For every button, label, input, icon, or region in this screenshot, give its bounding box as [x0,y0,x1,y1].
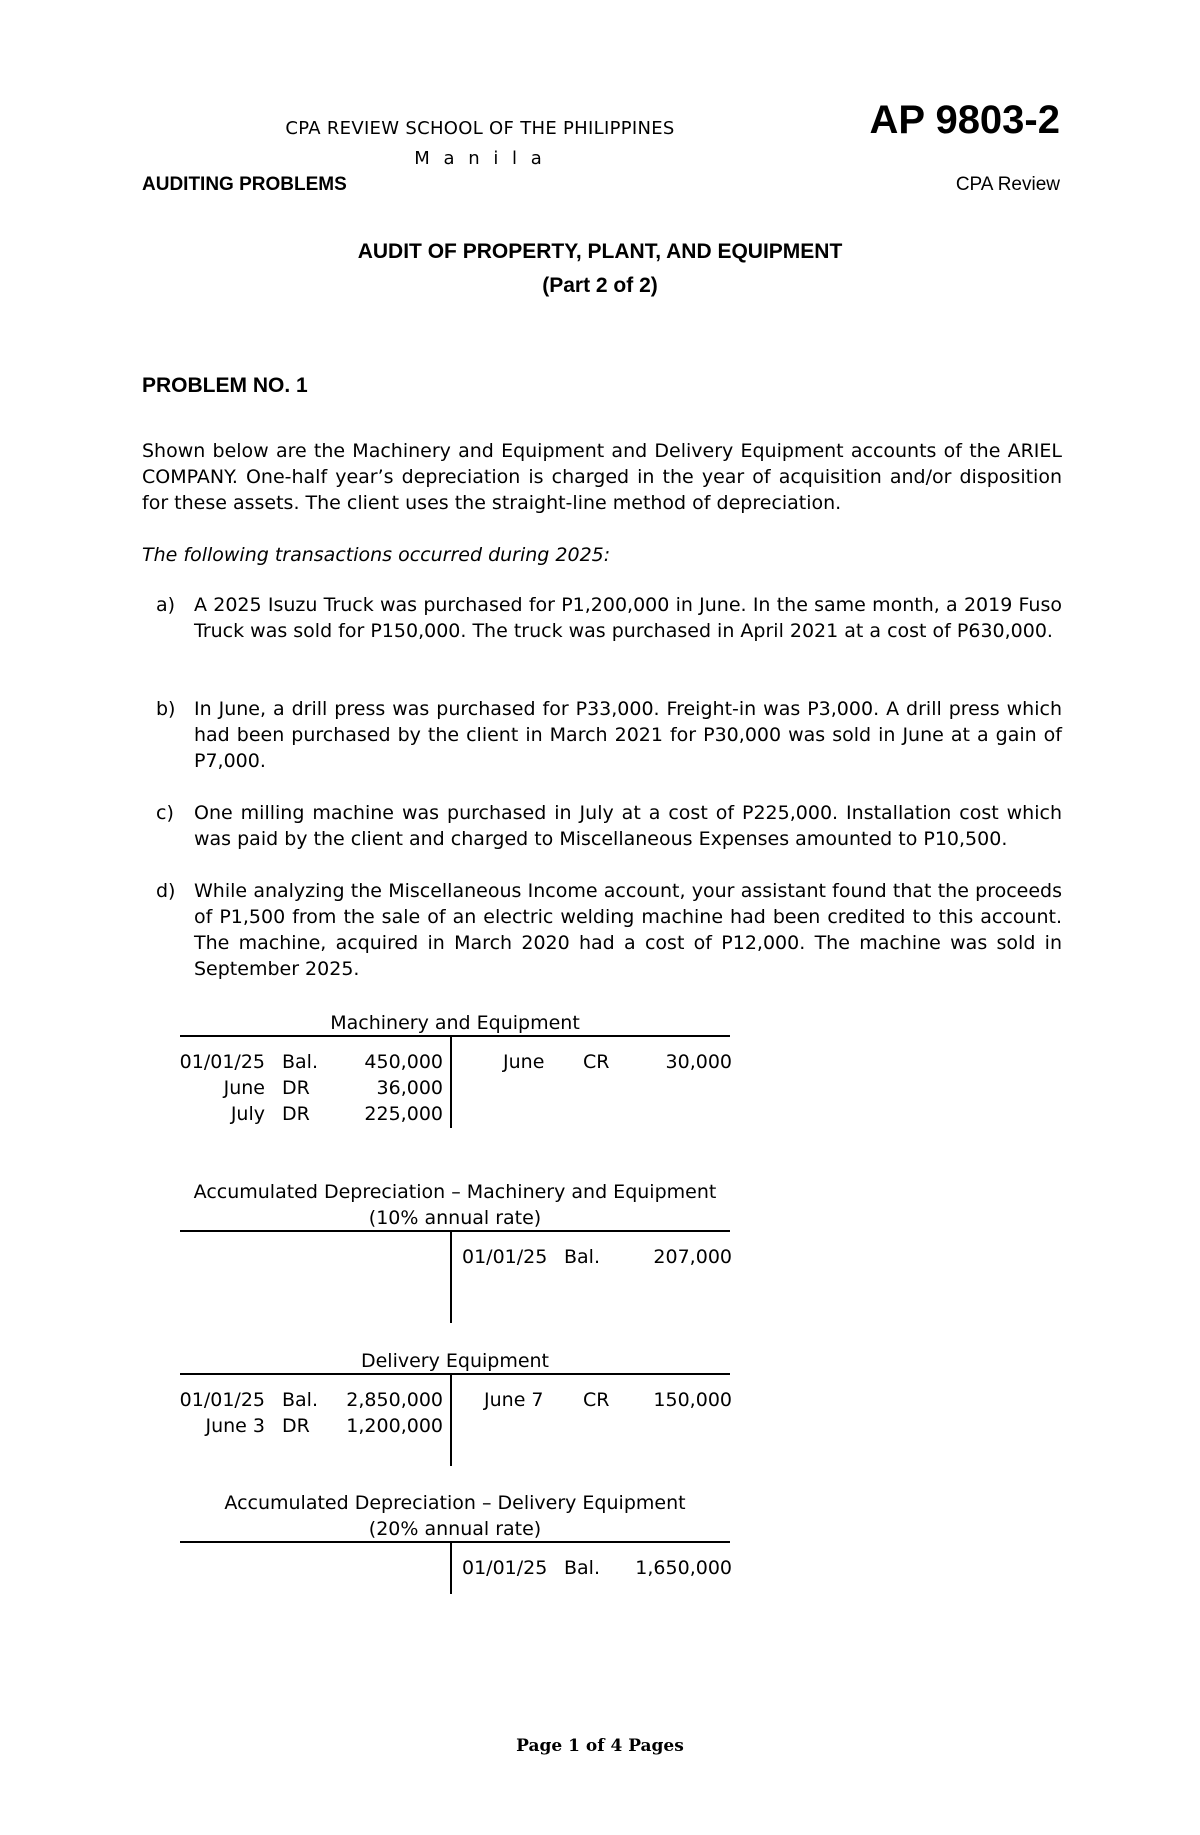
item-label: b) [156,698,176,720]
t-account-subtitle: (10% annual rate) [368,1207,542,1229]
t-account-divider [450,1542,452,1594]
t-account-subtitle: (20% annual rate) [368,1518,542,1540]
debit-date: June 3 [205,1415,265,1437]
t-account-divider [450,1036,452,1128]
debit-date: 01/01/25 [179,1051,265,1073]
problem-heading: PROBLEM NO. 1 [142,374,308,397]
t-account-top-line [180,1230,730,1232]
t-account-top-line [180,1035,730,1037]
transactions-heading: The following transactions occurred during 2025: [142,544,611,566]
school-city: M a n i l a [414,148,546,169]
debit-amount: 1,200,000 [346,1415,443,1437]
t-account-title: Delivery Equipment [360,1350,550,1372]
t-account-divider [450,1374,452,1466]
school-name: CPA REVIEW SCHOOL OF THE PHILIPPINES [285,118,675,139]
subject-heading: AUDITING PROBLEMS [142,174,347,195]
page-footer: Page 1 of 4 Pages [516,1736,684,1756]
credit-amount: 30,000 [665,1051,732,1073]
debit-type: DR [282,1077,310,1099]
debit-amount: 36,000 [376,1077,443,1099]
t-account-title: Accumulated Depreciation – Machinery and Equipment [193,1181,717,1203]
credit-date: 01/01/25 [462,1246,548,1268]
debit-amount: 450,000 [364,1051,443,1073]
debit-date: 01/01/25 [179,1389,265,1411]
list-item [142,878,1062,982]
item-label: a) [156,594,176,616]
t-account-title: Accumulated Depreciation – Delivery Equipment [224,1492,686,1514]
item-text: While analyzing the Miscellaneous Income account, your assistant found that the proceeds of P1,500 from the sale of an electric welding machine had been credited to this account. The machine, acquired in March 2020 had a cost of P12,000. The machine was sold in September 2025. [194,880,1062,980]
page-title: AUDIT OF PROPERTY, PLANT, AND EQUIPMENT [357,240,843,263]
item-text: One milling machine was purchased in July at a cost of P225,000. Installation cost which was paid by the client and charged to Miscellaneous Expenses amounted to P10,500. [194,802,1062,850]
credit-date: June 7 [484,1389,544,1411]
t-account-top-line [180,1541,730,1543]
document-code: AP 9803-2 [869,98,1060,142]
list-item [142,800,1062,852]
credit-type: CR [583,1389,610,1411]
debit-date: July [230,1103,265,1125]
page-subtitle: (Part 2 of 2) [542,274,658,297]
credit-type: Bal. [564,1246,600,1268]
debit-type: Bal. [282,1389,318,1411]
t-account-divider [450,1231,452,1323]
credit-date: 01/01/25 [462,1557,548,1579]
item-text: A 2025 Isuzu Truck was purchased for P1,200,000 in June. In the same month, a 2019 Fuso Truck was sold for P150,000. The truck was purchased in April 2021 at a cost of P630,000. [194,594,1062,642]
credit-date: June [503,1051,545,1073]
debit-type: Bal. [282,1051,318,1073]
debit-type: DR [282,1103,310,1125]
debit-amount: 225,000 [364,1103,443,1125]
item-label: c) [156,802,174,824]
t-account-top-line [180,1373,730,1375]
list-item [142,696,1062,774]
item-text: In June, a drill press was purchased for P33,000. Freight-in was P3,000. A drill press which had been purchased by the client in March 2021 for P30,000 was sold in June at a gain of P7,000. [194,698,1062,772]
course-heading: CPA Review [955,174,1060,195]
debit-type: DR [282,1415,310,1437]
credit-type: Bal. [564,1557,600,1579]
credit-type: CR [583,1051,610,1073]
credit-amount: 207,000 [653,1246,732,1268]
item-label: d) [156,880,176,902]
credit-amount: 1,650,000 [635,1557,732,1579]
debit-amount: 2,850,000 [346,1389,443,1411]
intro-paragraph: Shown below are the Machinery and Equipment and Delivery Equipment accounts of the ARIEL COMPANY. One-half year’s depreciation is charged in the year of acquisition and/or disposition for these assets. The client uses the straight-line method of depreciation. [142,440,1062,514]
list-item [142,592,1062,644]
t-account-title: Machinery and Equipment [330,1012,580,1034]
credit-amount: 150,000 [653,1389,732,1411]
debit-date: June [223,1077,265,1099]
